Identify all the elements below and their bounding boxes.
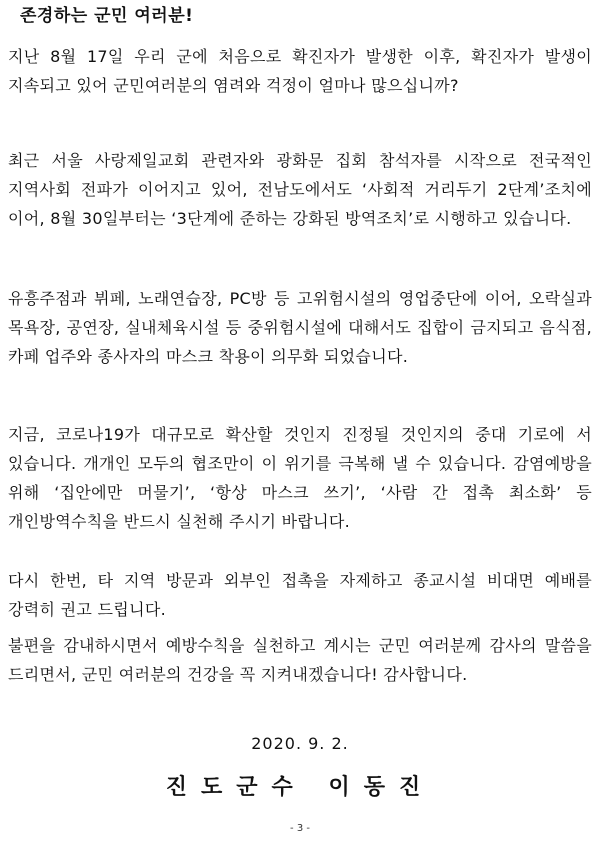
document-date: 2020. 9. 2. <box>251 734 349 753</box>
paragraph-facility-restrictions: 유흥주점과 뷔페, 노래연습장, PC방 등 고위험시설의 영업중단에 이어, 오락실과 목욕장, 공연장, 실내체육시설 등 중위험시설에 대해서도 집합이 금지되고 음식점, 카페 업주와 종사자의 마스크 착용이 의무화 되었습니다. <box>8 289 592 366</box>
paragraph-thanks: 불편을 감내하시면서 예방수칙을 실천하고 계시는 군민 여러분께 감사의 말씀을 드리면서, 군민 여러분의 건강을 꼭 지켜내겠습니다! 감사합니다. <box>8 636 592 684</box>
greeting-heading: 존경하는 군민 여러분! <box>20 6 194 26</box>
signature: 진도군수 이동진 <box>165 774 435 800</box>
paragraph-cooperation-request: 지금, 코로나19가 대규모로 확산할 것인지 진정될 것인지의 중대 기로에 서 있습니다. 개개인 모두의 협조만이 이 위기를 극복해 낼 수 있습니다. 감염예방을 위해 ‘집안에만 머물기’, ‘항상 마스크 쓰기’, ‘사람 간 접촉 최소화’ 등 개인방역수칙을 반드시 실천해 주시기 바랍니다. <box>8 425 592 531</box>
paragraph-first-case: 지난 8월 17일 우리 군에 처음으로 확진자가 발생한 이후, 확진자가 발생이 지속되고 있어 군민여러분의 염려와 걱정이 얼마나 많으십니까? <box>8 47 592 95</box>
page-number: - 3 - <box>290 823 310 834</box>
paragraph-visit-restraint: 다시 한번, 타 지역 방문과 외부인 접촉을 자제하고 종교시설 비대면 예배를 강력히 권고 드립니다. <box>8 571 592 619</box>
paragraph-spread-and-measures: 최근 서울 사랑제일교회 관련자와 광화문 집회 참석자를 시작으로 전국적인 지역사회 전파가 이어지고 있어, 전남도에서도 ‘사회적 거리두기 2단계’조치에 이어, 8월 30일부터는 ‘3단계에 준하는 강화된 방역조치’로 시행하고 있습니다. <box>8 151 592 228</box>
